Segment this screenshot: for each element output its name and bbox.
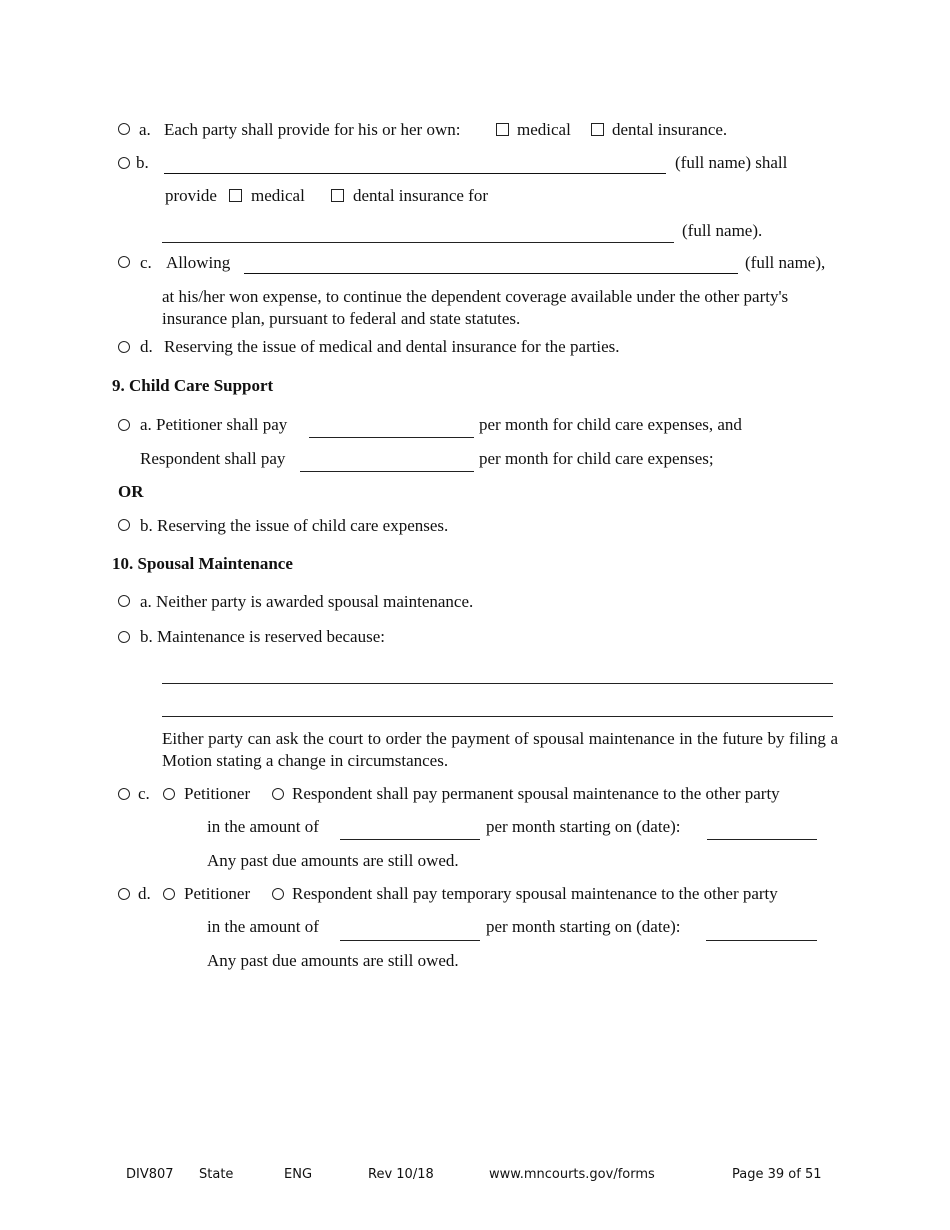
radio-petitioner-d[interactable] bbox=[163, 888, 175, 900]
respondent-amount-field[interactable] bbox=[300, 471, 474, 472]
radio-spousal-a[interactable] bbox=[118, 595, 130, 607]
petitioner-label: Petitioner bbox=[184, 784, 251, 803]
option-letter: c. bbox=[138, 784, 150, 803]
full-name-field[interactable] bbox=[164, 173, 666, 174]
label-medical: medical bbox=[517, 120, 571, 139]
full-name-field[interactable] bbox=[244, 273, 738, 274]
label-dental-for: dental insurance for bbox=[353, 186, 488, 205]
radio-respondent-d[interactable] bbox=[272, 888, 284, 900]
footer-form-id: DIV807 bbox=[126, 1167, 174, 1182]
full-name-field[interactable] bbox=[162, 242, 674, 243]
footer-revision: Rev 10/18 bbox=[368, 1167, 434, 1182]
date-field[interactable] bbox=[706, 940, 817, 941]
full-name-end-label: (full name). bbox=[682, 221, 763, 240]
spousal-a-text: a. Neither party is awarded spousal maintenance. bbox=[140, 592, 474, 611]
radio-insurance-b[interactable] bbox=[118, 157, 130, 169]
insurance-d-text: Reserving the issue of medical and dental insurance for the parties. bbox=[164, 337, 620, 356]
radio-petitioner-c[interactable] bbox=[163, 788, 175, 800]
per-month-start-label: per month starting on (date): bbox=[486, 917, 681, 936]
full-name-label: (full name), bbox=[745, 253, 826, 272]
respondent-pay-text: Respondent shall pay temporary spousal maintenance to the other party bbox=[292, 884, 778, 903]
option-letter: c. bbox=[140, 253, 152, 272]
past-due-text: Any past due amounts are still owed. bbox=[207, 851, 459, 870]
spousal-b-text: b. Maintenance is reserved because: bbox=[140, 627, 385, 646]
per-month-start-label: per month starting on (date): bbox=[486, 817, 681, 836]
amount-field[interactable] bbox=[340, 940, 480, 941]
amount-label: in the amount of bbox=[207, 817, 319, 836]
radio-insurance-c[interactable] bbox=[118, 256, 130, 268]
radio-respondent-c[interactable] bbox=[272, 788, 284, 800]
option-letter: a. bbox=[139, 120, 151, 139]
section-heading-spousal: 10. Spousal Maintenance bbox=[112, 554, 293, 573]
checkbox-medical-a[interactable] bbox=[496, 123, 509, 136]
radio-spousal-c[interactable] bbox=[118, 788, 130, 800]
checkbox-dental-a[interactable] bbox=[591, 123, 604, 136]
section-heading-child-care: 9. Child Care Support bbox=[112, 376, 274, 395]
reason-line[interactable] bbox=[162, 683, 833, 684]
or-label: OR bbox=[118, 482, 144, 501]
child-care-b-text: b. Reserving the issue of child care expenses. bbox=[140, 516, 449, 535]
footer-page-number: Page 39 of 51 bbox=[732, 1167, 822, 1182]
footer-language: ENG bbox=[284, 1167, 313, 1182]
option-letter: b. bbox=[136, 153, 149, 172]
radio-spousal-b[interactable] bbox=[118, 631, 130, 643]
amount-field[interactable] bbox=[340, 839, 480, 840]
checkbox-dental-b[interactable] bbox=[331, 189, 344, 202]
label-medical: medical bbox=[251, 186, 305, 205]
footer-url[interactable]: www.mncourts.gov/forms bbox=[489, 1167, 655, 1182]
full-name-shall-label: (full name) shall bbox=[675, 153, 788, 172]
radio-spousal-d[interactable] bbox=[118, 888, 130, 900]
label-dental: dental insurance. bbox=[612, 120, 728, 139]
insurance-c-text: at his/her won expense, to continue the dependent coverage available under the other party's insurance plan, pursuant to federal and state statutes. bbox=[162, 287, 789, 328]
date-field[interactable] bbox=[707, 839, 817, 840]
radio-insurance-d[interactable] bbox=[118, 341, 130, 353]
insurance-a-text: Each party shall provide for his or her own: bbox=[164, 120, 461, 139]
checkbox-medical-b[interactable] bbox=[229, 189, 242, 202]
provide-label: provide bbox=[165, 186, 217, 205]
spousal-b-note: Either party can ask the court to order the payment of spousal maintenance in the future by filing a Motion stating a change in circumstances. bbox=[162, 729, 838, 770]
amount-label: in the amount of bbox=[207, 917, 319, 936]
petitioner-amount-field[interactable] bbox=[309, 437, 474, 438]
respondent-pay-label: Respondent shall pay bbox=[140, 449, 286, 468]
petitioner-pay-label: a. Petitioner shall pay bbox=[140, 415, 288, 434]
radio-child-care-a[interactable] bbox=[118, 419, 130, 431]
reason-line[interactable] bbox=[162, 716, 833, 717]
per-month-and-label: per month for child care expenses, and bbox=[479, 415, 742, 434]
footer-state: State bbox=[199, 1167, 234, 1182]
allowing-label: Allowing bbox=[166, 253, 231, 272]
option-letter: d. bbox=[140, 337, 153, 356]
option-letter: d. bbox=[138, 884, 151, 903]
past-due-text: Any past due amounts are still owed. bbox=[207, 951, 459, 970]
radio-insurance-a[interactable] bbox=[118, 123, 130, 135]
radio-child-care-b[interactable] bbox=[118, 519, 130, 531]
petitioner-label: Petitioner bbox=[184, 884, 251, 903]
per-month-label: per month for child care expenses; bbox=[479, 449, 714, 468]
respondent-pay-text: Respondent shall pay permanent spousal maintenance to the other party bbox=[292, 784, 780, 803]
